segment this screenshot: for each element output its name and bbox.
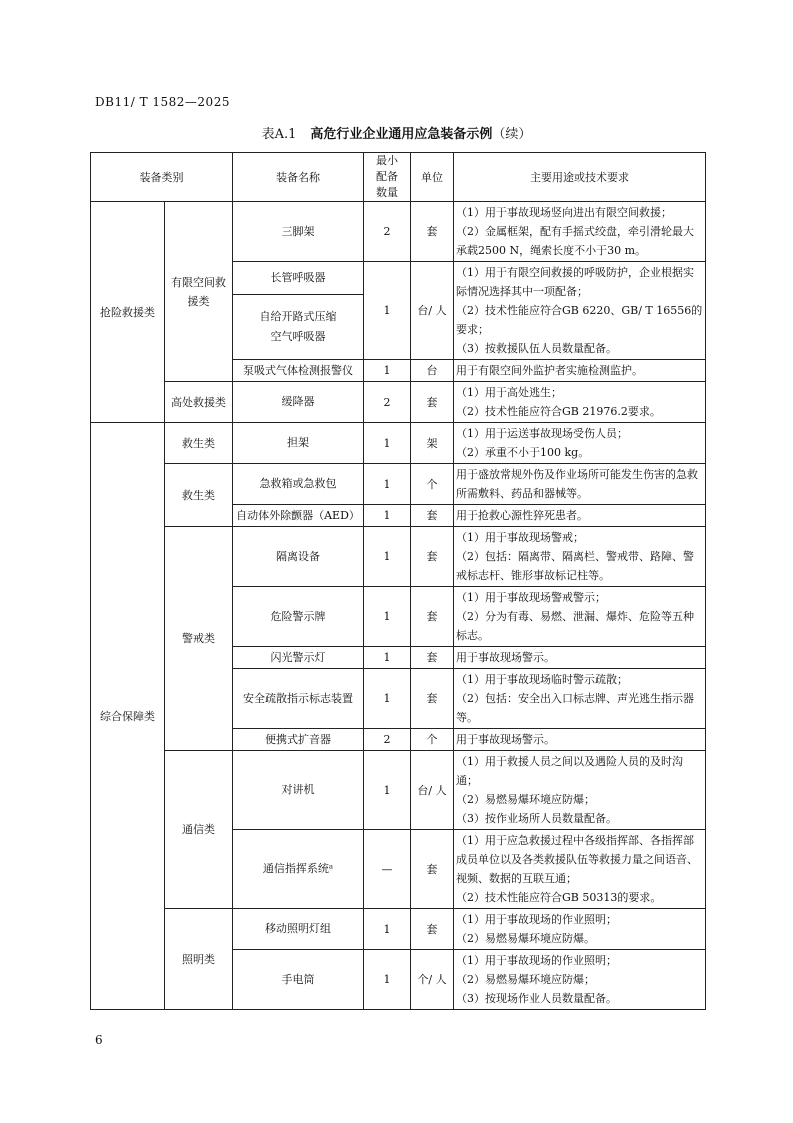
unit-cell: 套 [411,527,454,587]
document-code: DB11/ T 1582—2025 [95,95,230,109]
purpose-cell [454,909,706,950]
purpose-line: （2）金属框架，配有手摇式绞盘，牵引滑轮最大承载2500 N，绳索长度不小于30 m。 [456,225,694,257]
purpose-cell [454,202,706,262]
subcategory-cell: 有限空间救援类 [165,202,233,382]
equipment-name-cell: 便携式扩音器 [233,729,364,751]
table-row [91,382,706,423]
purpose-line: （1）用于事故现场的作业照明； [456,954,617,967]
purpose-cell [454,527,706,587]
unit-cell: 个/ 人 [411,950,454,1010]
quantity-cell: 1 [364,527,411,587]
equipment-name-cell: 自给开路式压缩空气呼吸器 [233,295,364,360]
purpose-line: （2）包括：隔离带、隔离栏、警戒带、路障、警戒标志杆、锥形事故标记柱等。 [456,550,694,582]
purpose-line: （2）易燃易爆环境应防爆； [456,793,595,806]
col-header-purpose: 主要用途或技术要求 [454,153,706,202]
quantity-cell: 1 [364,360,411,382]
equipment-name-cell: 隔离设备 [233,527,364,587]
purpose-line: （2）承重不小于100 kg。 [456,446,590,459]
purpose-line: （3）按现场作业人员数量配备。 [456,992,617,1005]
equipment-name-cell: 对讲机 [233,751,364,830]
purpose-line: （1）用于事故现场警戒警示； [456,591,606,604]
equipment-name-cell: 长管呼吸器 [233,262,364,295]
purpose-line: （2）包括：安全出入口标志牌、声光逃生指示器等。 [456,692,694,724]
purpose-cell [454,729,706,751]
quantity-cell: 2 [364,202,411,262]
quantity-cell: 2 [364,382,411,423]
equipment-name-cell: 移动照明灯组 [233,909,364,950]
purpose-cell [454,423,706,464]
section-cell: 抢险救援类 [91,202,165,423]
purpose-line: （1）用于高处逃生； [456,386,562,399]
unit-cell: 套 [411,909,454,950]
purpose-line: 用于事故现场警示。 [456,651,555,664]
quantity-cell: 1 [364,909,411,950]
quantity-cell: 1 [364,669,411,729]
quantity-cell: 1 [364,464,411,505]
purpose-line: （1）用于救援人员之间以及遇险人员的及时沟通； [456,755,683,787]
purpose-line: （1）用于应急救援过程中各级指挥部、各指挥部成员单位以及各类救援队伍等救援力量之间语音、视频、数据的互联互通； [456,834,698,885]
table-title-suffix: （续） [492,127,532,142]
col-header-name: 装备名称 [233,153,364,202]
equipment-name-cell: 缓降器 [233,382,364,423]
equipment-name-cell: 安全疏散指示标志装置 [233,669,364,729]
col-header-unit: 单位 [411,153,454,202]
subcategory-cell: 救生类 [165,464,233,527]
equipment-name-cell: 急救箱或急救包 [233,464,364,505]
purpose-cell [454,262,706,360]
purpose-line: （2）技术性能应符合GB 6220、GB/ T 16556的要求； [456,304,703,336]
table-row [91,423,706,464]
subcategory-cell: 照明类 [165,909,233,1010]
equipment-name-cell: 闪光警示灯 [233,647,364,669]
purpose-line: 用于盛放常规外伤及作业场所可能发生伤害的急救所需敷料、药品和器械等。 [456,468,698,500]
purpose-cell [454,382,706,423]
purpose-line: 用于抢救心源性猝死患者。 [456,509,588,522]
subcategory-cell: 通信类 [165,751,233,909]
unit-cell: 套 [411,202,454,262]
unit-cell: 套 [411,830,454,909]
purpose-cell [454,647,706,669]
table-header-row [91,153,706,202]
unit-cell: 台/ 人 [411,262,454,360]
purpose-line: （1）用于事故现场临时警示疏散； [456,673,628,686]
purpose-cell [454,587,706,647]
equipment-name-cell: 危险警示牌 [233,587,364,647]
quantity-cell: 1 [364,423,411,464]
quantity-cell: 2 [364,729,411,751]
purpose-cell [454,830,706,909]
purpose-cell [454,950,706,1010]
table-row [91,527,706,587]
equipment-table [90,152,706,1010]
purpose-line: （1）用于有限空间救援的呼吸防护，企业根据实际情况选择其中一项配备； [456,266,694,298]
quantity-cell: 1 [364,751,411,830]
section-cell: 综合保障类 [91,423,165,1010]
table-row [91,751,706,830]
purpose-line: （2）分为有毒、易燃、泄漏、爆炸、危险等五种标志。 [456,610,694,642]
unit-cell: 个 [411,729,454,751]
purpose-cell [454,669,706,729]
col-header-qty [364,153,411,202]
purpose-line: （2）易燃易爆环境应防爆。 [456,932,595,945]
purpose-line: （1）用于运送事故现场受伤人员； [456,427,628,440]
purpose-line: （1）用于事故现场竖向进出有限空间救援； [456,206,672,219]
col-header-qty-text: 最小配备数量 [376,154,398,199]
unit-cell: 台/ 人 [411,751,454,830]
quantity-cell: 1 [364,505,411,527]
purpose-line: （2）技术性能应符合GB 50313的要求。 [456,891,662,904]
purpose-line: （1）用于事故现场的作业照明； [456,913,617,926]
purpose-cell [454,360,706,382]
purpose-line: （2）技术性能应符合GB 21976.2要求。 [456,405,661,418]
purpose-cell [454,505,706,527]
table-row [91,909,706,950]
table-title-text: 高危行业企业通用应急装备示例 [310,127,493,142]
unit-cell: 台 [411,360,454,382]
col-header-category: 装备类别 [91,153,233,202]
quantity-cell: 1 [364,262,411,360]
table-title [0,123,793,142]
table-row [91,464,706,505]
unit-cell: 套 [411,647,454,669]
equipment-name-cell: 通信指挥系统ᵃ [233,830,364,909]
purpose-line: 用于有限空间外监护者实施检测监护。 [456,364,643,377]
subcategory-cell: 高处救援类 [165,382,233,423]
unit-cell: 套 [411,587,454,647]
quantity-cell: — [364,830,411,909]
purpose-line: （3）按救援队伍人员数量配备。 [456,342,617,355]
equipment-name-cell: 担架 [233,423,364,464]
subcategory-cell: 救生类 [165,423,233,464]
quantity-cell: 1 [364,587,411,647]
unit-cell: 架 [411,423,454,464]
subcategory-cell: 警戒类 [165,527,233,751]
purpose-line: （2）易燃易爆环境应防爆； [456,973,595,986]
quantity-cell: 1 [364,647,411,669]
quantity-cell: 1 [364,950,411,1010]
unit-cell: 套 [411,669,454,729]
equipment-name-cell: 自动体外除颤器（AED） [233,505,364,527]
unit-cell: 套 [411,382,454,423]
page-number: 6 [95,1033,103,1047]
purpose-line: （1）用于事故现场警戒； [456,531,584,544]
purpose-cell [454,751,706,830]
equipment-name-cell: 三脚架 [233,202,364,262]
purpose-cell [454,464,706,505]
equipment-name-cell: 泵吸式气体检测报警仪 [233,360,364,382]
unit-cell: 个 [411,464,454,505]
equipment-name-cell: 手电筒 [233,950,364,1010]
table-number: 表A.1 [261,127,297,142]
purpose-line: 用于事故现场警示。 [456,733,555,746]
table-row [91,202,706,262]
purpose-line: （3）按作业场所人员数量配备。 [456,812,617,825]
unit-cell: 套 [411,505,454,527]
